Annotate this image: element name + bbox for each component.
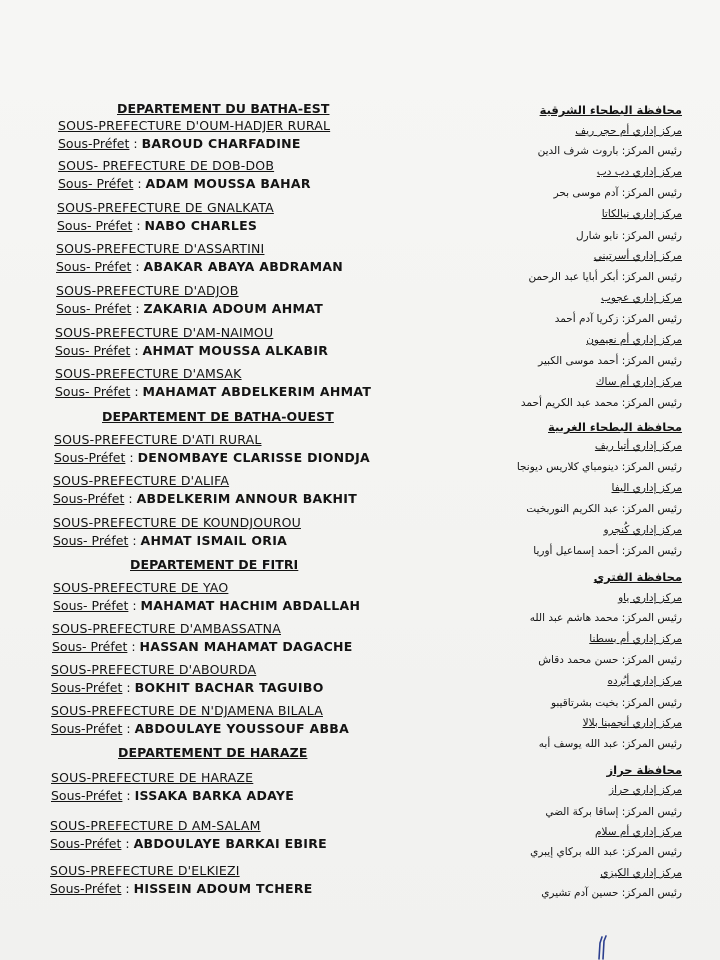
arabic-center-head: رئيس المركز: محمد عبد الكريم أحمد (520, 397, 682, 409)
sous-prefet-name: ADAM MOUSSA BAHAR (145, 176, 311, 191)
arabic-center-title: مركز إداري اليفا (611, 482, 682, 494)
separator: : (121, 881, 134, 896)
sous-prefet-row (54, 450, 370, 465)
arabic-center-title: مركز إداري الكيزي (600, 867, 682, 879)
sous-prefet-label: Sous- Préfet (55, 384, 131, 399)
arabic-center-head: رئيس المركز: بخيت بشرتاقيبو (550, 697, 682, 709)
separator: : (122, 721, 135, 736)
separator: : (133, 176, 146, 191)
arabic-center-title: مركز إداري ياو (618, 592, 682, 604)
sous-prefet-label: Sous- Préfet (58, 176, 134, 191)
department-title: DEPARTEMENT DE HARAZE (118, 745, 308, 760)
arabic-center-title: مركز إداري أسرتيني (593, 250, 682, 262)
arabic-center-head: رئيس المركز: عبد الله يوسف أبه (538, 738, 682, 750)
sous-prefet-label: Sous- Préfet (56, 259, 132, 274)
sous-prefet-name: AHMAT ISMAIL ORIA (140, 533, 288, 548)
sous-prefet-label: Sous- Préfet (53, 598, 129, 613)
arabic-center-head: رئيس المركز: باروت شرف الدين (537, 145, 682, 157)
sous-prefet-row (50, 836, 327, 851)
sous-prefecture-title: SOUS-PREFECTURE D'ELKIEZI (50, 863, 240, 878)
arabic-center-title: مركز إداري أم نعيمون (586, 334, 682, 346)
sous-prefet-row (53, 598, 360, 613)
sous-prefet-name: BAROUD CHARFADINE (141, 136, 301, 151)
sous-prefet-name: ZAKARIA ADOUM AHMAT (143, 301, 324, 316)
sous-prefet-name: DENOMBAYE CLARISSE DIONDJA (137, 450, 371, 465)
separator: : (128, 533, 141, 548)
sous-prefet-row (55, 384, 371, 399)
separator: : (130, 384, 143, 399)
sous-prefet-name: AHMAT MOUSSA ALKABIR (142, 343, 329, 358)
arabic-center-head: رئيس المركز: نابو شارل (575, 230, 682, 242)
separator: : (131, 301, 144, 316)
arabic-center-head: رئيس المركز: عبد الكريم النوربخيت (526, 503, 682, 515)
separator: : (122, 680, 135, 695)
arabic-department-title: محافظة حراز (606, 763, 682, 777)
arabic-center-title: مركز إداري أنجمينا بلالا (582, 717, 682, 729)
sous-prefet-row (52, 639, 353, 654)
arabic-center-head: رئيس المركز: أحمد موسى الكبير (538, 355, 682, 367)
sous-prefet-row (55, 343, 328, 358)
arabic-center-title: مركز إداري أتيا ريف (594, 440, 682, 452)
sous-prefet-name: MAHAMAT HACHIM ABDALLAH (140, 598, 361, 613)
sous-prefet-row (51, 680, 324, 695)
sous-prefet-name: ABDELKERIM ANNOUR BAKHIT (136, 491, 358, 506)
department-title: DEPARTEMENT DU BATHA-EST (117, 101, 330, 116)
sous-prefet-row (51, 788, 294, 803)
separator: : (130, 343, 143, 358)
separator: : (128, 598, 141, 613)
arabic-center-head: رئيس المركز: حسين آدم تشيري (541, 887, 682, 899)
department-title: DEPARTEMENT DE BATHA-OUEST (102, 409, 334, 424)
department-title: DEPARTEMENT DE FITRI (130, 557, 299, 572)
arabic-center-head: رئيس المركز: إساقا بركة الضي (545, 806, 682, 818)
sous-prefet-name: BOKHIT BACHAR TAGUIBO (134, 680, 324, 695)
sous-prefecture-title: SOUS-PREFECTURE D'AM-NAIMOU (55, 325, 274, 340)
arabic-center-head: رئيس المركز: حسن محمد دقاش (538, 654, 682, 666)
arabic-center-title: مركز إداري دب دب (596, 166, 682, 178)
sous-prefecture-title: SOUS-PREFECTURE DE HARAZE (51, 770, 254, 785)
arabic-department-title: محافظة البطحاء الغربية (548, 420, 682, 434)
arabic-center-head: رئيس المركز: أبكر أبايا عبد الرحمن (528, 271, 682, 283)
sous-prefet-row (56, 301, 323, 316)
sous-prefet-label: Sous- Préfet (57, 218, 133, 233)
sous-prefet-label: Sous-Préfet (50, 836, 122, 851)
arabic-department-title: محافظة الفتري (593, 570, 682, 584)
sous-prefet-label: Sous-Préfet (51, 788, 123, 803)
separator: : (132, 218, 145, 233)
sous-prefecture-title: SOUS-PREFECTURE DE KOUNDJOUROU (53, 515, 301, 530)
arabic-center-head: رئيس المركز: آدم موسى بحر (553, 187, 682, 199)
sous-prefet-name: MAHAMAT ABDELKERIM AHMAT (142, 384, 372, 399)
arabic-center-title: مركز إداري أم حجر ريف (575, 125, 682, 137)
sous-prefet-name: ABAKAR ABAYA ABDRAMAN (143, 259, 344, 274)
sous-prefet-row (58, 176, 311, 191)
separator: : (121, 836, 134, 851)
separator: : (125, 450, 138, 465)
sous-prefecture-title: SOUS- PREFECTURE DE DOB-DOB (58, 158, 275, 173)
sous-prefet-row (56, 259, 343, 274)
sous-prefecture-title: SOUS-PREFECTURE D'AMSAK (55, 366, 242, 381)
arabic-center-head: رئيس المركز: أحمد إسماعيل أوريا (533, 545, 682, 557)
sous-prefet-name: ABDOULAYE YOUSSOUF ABBA (134, 721, 350, 736)
sous-prefet-row (53, 491, 357, 506)
sous-prefet-name: HISSEIN ADOUM TCHERE (133, 881, 313, 896)
sous-prefet-label: Sous-Préfet (53, 491, 125, 506)
sous-prefecture-title: SOUS-PREFECTURE D'AMBASSATNA (52, 621, 281, 636)
sous-prefet-label: Sous- Préfet (53, 533, 129, 548)
sous-prefecture-title: SOUS-PREFECTURE D AM-SALAM (50, 818, 261, 833)
sous-prefet-name: ISSAKA BARKA ADAYE (134, 788, 295, 803)
arabic-department-title: محافظة البطحاء الشرقية (539, 103, 682, 117)
sous-prefet-label: Sous-Préfet (54, 450, 126, 465)
arabic-center-title: مركز إداري كُنجرو (603, 524, 682, 536)
sous-prefet-name: NABO CHARLES (144, 218, 258, 233)
sous-prefet-label: Sous- Préfet (55, 343, 131, 358)
arabic-center-title: مركز إداري أم ساك (595, 376, 682, 388)
separator: : (122, 788, 135, 803)
arabic-center-title: مركز إداري أم بسطنا (589, 633, 682, 645)
arabic-center-title: مركز إداري عجوب (600, 292, 682, 304)
sous-prefet-row (53, 533, 287, 548)
sous-prefet-label: Sous-Préfet (58, 136, 130, 151)
separator: : (124, 491, 137, 506)
sous-prefet-label: Sous-Préfet (50, 881, 122, 896)
separator: : (127, 639, 140, 654)
sous-prefet-row (58, 136, 301, 151)
sous-prefecture-title: SOUS-PREFECTURE DE GNALKATA (57, 200, 274, 215)
sous-prefet-row (50, 881, 313, 896)
sous-prefecture-title: SOUS-PREFECTURE DE N'DJAMENA BILALA (51, 703, 323, 718)
sous-prefecture-title: SOUS-PREFECTURE D'OUM-HADJER RURAL (58, 118, 331, 133)
arabic-center-head: رئيس المركز: عبد الله بركاي إيبري (530, 846, 682, 858)
sous-prefecture-title: SOUS-PREFECTURE D'ALIFA (53, 473, 230, 488)
separator: : (131, 259, 144, 274)
sous-prefet-name: ABDOULAYE BARKAI EBIRE (133, 836, 327, 851)
sous-prefet-row (51, 721, 349, 736)
sous-prefecture-title: SOUS-PREFECTURE D'ADJOB (56, 283, 239, 298)
arabic-center-head: رئيس المركز: محمد هاشم عبد الله (529, 612, 682, 624)
sous-prefet-label: Sous- Préfet (52, 639, 128, 654)
arabic-center-title: مركز إداري أم سلام (594, 826, 682, 838)
sous-prefecture-title: SOUS-PREFECTURE D'ABOURDA (51, 662, 257, 677)
sous-prefet-label: Sous- Préfet (56, 301, 132, 316)
sous-prefet-label: Sous-Préfet (51, 680, 123, 695)
arabic-center-title: مركز إداري حراز (609, 784, 682, 796)
sous-prefecture-title: SOUS-PREFECTURE DE YAO (53, 580, 229, 595)
arabic-center-title: مركز إداري نيالكاتا (601, 208, 682, 220)
sous-prefecture-title: SOUS-PREFECTURE D'ATI RURAL (54, 432, 262, 447)
arabic-center-head: رئيس المركز: زكريا آدم أحمد (554, 313, 682, 325)
sous-prefecture-title: SOUS-PREFECTURE D'ASSARTINI (56, 241, 265, 256)
sous-prefet-name: HASSAN MAHAMAT DAGACHE (139, 639, 353, 654)
separator: : (129, 136, 142, 151)
sous-prefet-row (57, 218, 257, 233)
arabic-center-head: رئيس المركز: دينومباي كلاريس ديونجا (516, 461, 682, 473)
pen-mark-icon (597, 935, 607, 960)
sous-prefet-label: Sous-Préfet (51, 721, 123, 736)
arabic-center-title: مركز إداري أبُرده (607, 675, 682, 687)
